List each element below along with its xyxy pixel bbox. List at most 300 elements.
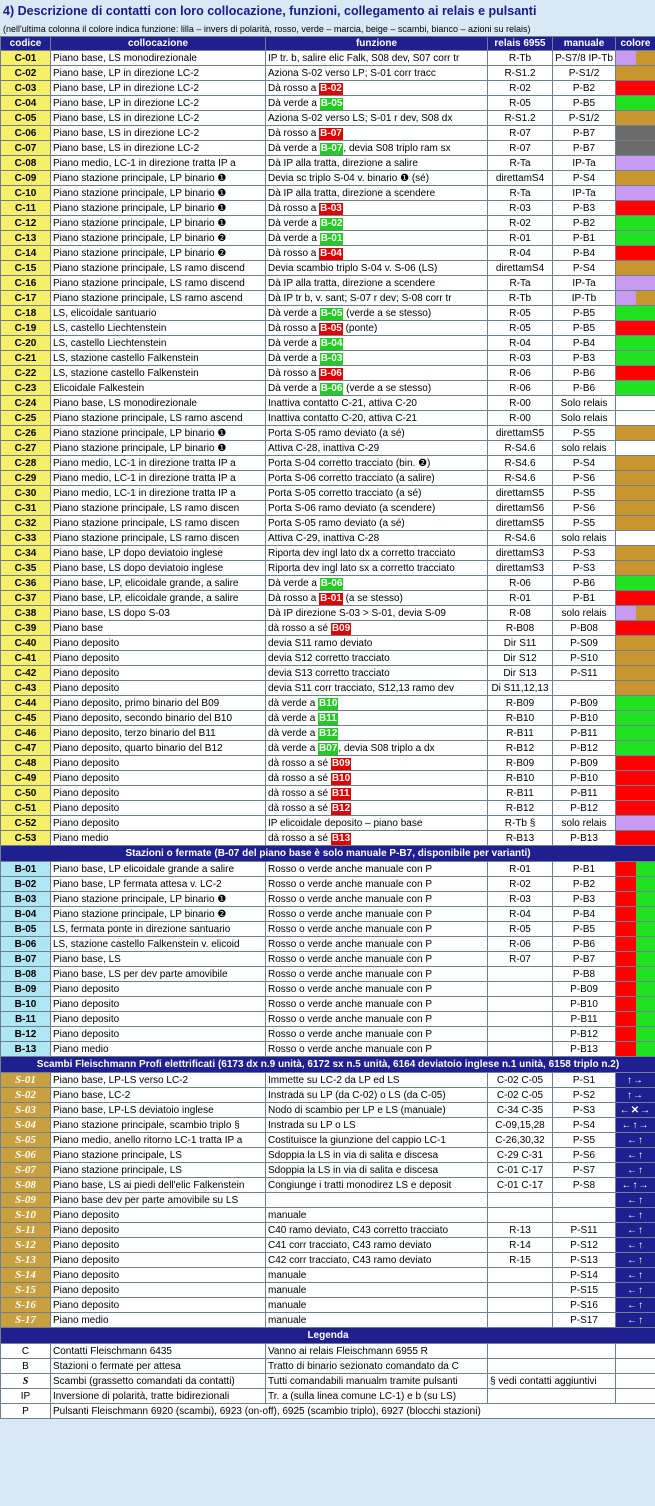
row-manual: IP-Tb xyxy=(553,291,616,306)
swatch-verde xyxy=(616,696,655,710)
row-function xyxy=(266,51,488,66)
row-code: B-12 xyxy=(1,1027,51,1042)
row-location: Piano stazione principale, LP binario ❷ xyxy=(51,907,266,922)
row-color xyxy=(616,1163,655,1178)
switch-arrows-icon: ←↑ xyxy=(616,1193,655,1207)
row-location: Piano stazione principale, LS xyxy=(51,1163,266,1178)
table-row xyxy=(1,1208,655,1223)
row-code: C-27 xyxy=(1,441,51,456)
color-swatch xyxy=(616,81,655,95)
block-tag: B-04 xyxy=(320,247,342,259)
color-swatch xyxy=(616,982,655,996)
switch-arrows-icon: ←✕→ xyxy=(616,1103,655,1117)
row-color xyxy=(616,952,655,967)
row-color xyxy=(616,1027,655,1042)
row-color xyxy=(616,1283,655,1298)
row-manual: P-B5 xyxy=(553,306,616,321)
swatch-verde xyxy=(616,351,655,365)
color-swatch xyxy=(616,862,655,876)
row-relais xyxy=(488,1042,553,1057)
row-location: Piano deposito xyxy=(51,1268,266,1283)
row-code: C-05 xyxy=(1,111,51,126)
row-code: S-13 xyxy=(1,1253,51,1268)
row-relais: R-03 xyxy=(488,351,553,366)
color-swatch xyxy=(616,261,655,275)
block-tag: B-07 xyxy=(320,142,343,154)
swatch-rosso xyxy=(616,1042,636,1056)
row-location: Piano base, LS in direzione LC-2 xyxy=(51,141,266,156)
row-manual: P-B7 xyxy=(553,952,616,967)
function-text: Riporta dev ingl lato dx a corretto tracciato xyxy=(268,547,456,559)
row-color xyxy=(616,1012,655,1027)
table-row xyxy=(1,516,655,531)
row-code: S-08 xyxy=(1,1178,51,1193)
row-code: C-34 xyxy=(1,546,51,561)
table-row xyxy=(1,576,655,591)
switch-arrows-icon: ←↑ xyxy=(616,1223,655,1237)
row-manual: P-S6 xyxy=(553,501,616,516)
swatch-verde xyxy=(616,381,655,395)
row-location: Piano stazione principale, LS ramo ascend xyxy=(51,411,266,426)
row-manual: P-B3 xyxy=(553,351,616,366)
contacts-table xyxy=(0,36,655,1419)
color-swatch xyxy=(616,937,655,951)
row-color xyxy=(616,696,655,711)
color-swatch xyxy=(616,621,655,635)
swatch-rosso xyxy=(616,771,655,785)
switch-arrows-icon: ←↑ xyxy=(616,1133,655,1147)
row-function xyxy=(266,1027,488,1042)
swatch-beige xyxy=(636,51,655,65)
table-row xyxy=(1,952,655,967)
table-row xyxy=(1,141,655,156)
function-suffix: , devia S08 triplo ram sx xyxy=(343,142,451,154)
table-row xyxy=(1,1178,655,1193)
swatch-rosso xyxy=(616,786,655,800)
row-location: Piano deposito xyxy=(51,1027,266,1042)
row-function xyxy=(266,276,488,291)
swatch-bianco xyxy=(616,441,655,455)
legend-note: Vanno ai relais Fleischmann 6955 R xyxy=(266,1344,488,1359)
swatch-rosso xyxy=(616,952,636,966)
row-code: S-17 xyxy=(1,1313,51,1328)
color-swatch xyxy=(616,816,655,830)
row-color xyxy=(616,651,655,666)
color-swatch xyxy=(616,486,655,500)
row-location: LS, stazione castello Falkenstein xyxy=(51,366,266,381)
function-text: manuale xyxy=(268,1209,307,1221)
row-location: Piano deposito xyxy=(51,801,266,816)
row-relais: R-06 xyxy=(488,366,553,381)
row-relais: R-B10 xyxy=(488,711,553,726)
function-text: Dà rosso a xyxy=(268,322,320,334)
row-function xyxy=(266,171,488,186)
row-relais: R-08 xyxy=(488,606,553,621)
row-relais: direttamS4 xyxy=(488,261,553,276)
section-header-legenda xyxy=(1,1328,655,1344)
row-color xyxy=(616,892,655,907)
row-function xyxy=(266,246,488,261)
row-code: C-21 xyxy=(1,351,51,366)
row-color xyxy=(616,1193,655,1208)
swatch-verde xyxy=(616,711,655,725)
swatch-bianco xyxy=(616,531,655,545)
legend-description: Stazioni o fermate per attesa xyxy=(51,1359,266,1374)
row-manual: P-S09 xyxy=(553,636,616,651)
row-manual: P-B2 xyxy=(553,216,616,231)
row-relais: R-04 xyxy=(488,246,553,261)
row-location: Piano stazione principale, scambio triplo § xyxy=(51,1118,266,1133)
row-function xyxy=(266,471,488,486)
table-row xyxy=(1,456,655,471)
legend-key: S xyxy=(1,1374,51,1389)
row-manual: P-S5 xyxy=(553,486,616,501)
swatch-beige xyxy=(616,651,655,665)
row-code: C-47 xyxy=(1,741,51,756)
function-text: dà verde a xyxy=(268,697,319,709)
function-text: devia S11 ramo deviato xyxy=(268,637,373,649)
swatch-lilla xyxy=(616,276,655,290)
row-manual: P-B10 xyxy=(553,711,616,726)
block-tag: B10 xyxy=(331,772,351,784)
row-code: C-22 xyxy=(1,366,51,381)
row-manual: P-S3 xyxy=(553,1103,616,1118)
function-text: devia S11 corr tracciato, S12,13 ramo dev xyxy=(268,682,455,694)
row-location: Piano base dev per parte amovibile su LS xyxy=(51,1193,266,1208)
row-color xyxy=(616,546,655,561)
color-swatch xyxy=(616,696,655,710)
swatch-rosso xyxy=(616,801,655,815)
row-location: Piano deposito xyxy=(51,816,266,831)
row-function xyxy=(266,1223,488,1238)
row-manual: P-B5 xyxy=(553,321,616,336)
color-swatch xyxy=(616,276,655,290)
row-relais xyxy=(488,982,553,997)
row-relais: R-B11 xyxy=(488,726,553,741)
swatch-rosso xyxy=(616,1012,636,1026)
row-relais: R-13 xyxy=(488,1223,553,1238)
legend-row xyxy=(1,1344,655,1359)
row-location: Piano medio, LC-1 in direzione tratta IP a xyxy=(51,471,266,486)
row-relais: C-02 C-05 xyxy=(488,1073,553,1088)
row-code: B-03 xyxy=(1,892,51,907)
color-swatch xyxy=(616,591,655,605)
row-function xyxy=(266,666,488,681)
switch-arrows-icon: ←↑→ xyxy=(616,1118,655,1132)
row-color xyxy=(616,96,655,111)
row-manual: IP-Ta xyxy=(553,276,616,291)
function-text: Porta S-05 ramo deviato (a sé) xyxy=(268,517,405,529)
row-location: Piano stazione principale, LS ramo discend xyxy=(51,261,266,276)
row-manual: P-B12 xyxy=(553,801,616,816)
switch-arrows-icon: ←↑ xyxy=(616,1148,655,1162)
row-color xyxy=(616,351,655,366)
swatch-rosso xyxy=(616,907,636,921)
row-function xyxy=(266,967,488,982)
row-location: Piano base, LP dopo deviatoio inglese xyxy=(51,546,266,561)
row-code: C-15 xyxy=(1,261,51,276)
function-text: Instrada su LP (da C-02) o LS (da C-05) xyxy=(268,1089,446,1101)
row-manual: P-S4 xyxy=(553,261,616,276)
table-row xyxy=(1,351,655,366)
table-row xyxy=(1,1223,655,1238)
row-manual: P-B4 xyxy=(553,246,616,261)
row-manual: P-B2 xyxy=(553,877,616,892)
function-text: Attiva C-28, inattiva C-29 xyxy=(268,442,380,454)
row-relais: R-S4.6 xyxy=(488,531,553,546)
row-relais: direttamS3 xyxy=(488,546,553,561)
row-manual: P-S6 xyxy=(553,471,616,486)
color-swatch xyxy=(616,892,655,906)
row-relais xyxy=(488,1012,553,1027)
swatch-rosso xyxy=(616,877,636,891)
swatch-verde xyxy=(636,937,655,951)
row-color xyxy=(616,816,655,831)
row-function xyxy=(266,756,488,771)
row-location: Piano deposito xyxy=(51,1238,266,1253)
swatch-rosso xyxy=(616,892,636,906)
row-function xyxy=(266,726,488,741)
row-function xyxy=(266,997,488,1012)
function-text: Porta S-06 ramo deviato (a scendere) xyxy=(268,502,436,514)
row-manual: P-S2 xyxy=(553,1088,616,1103)
swatch-bianco xyxy=(616,411,655,425)
row-manual: P-S6 xyxy=(553,1148,616,1163)
row-relais: R-01 xyxy=(488,591,553,606)
table-row xyxy=(1,1103,655,1118)
row-code: B-08 xyxy=(1,967,51,982)
row-location: Piano deposito, primo binario del B09 xyxy=(51,696,266,711)
table-row xyxy=(1,877,655,892)
function-text: Dà rosso a xyxy=(268,247,320,259)
color-swatch xyxy=(616,426,655,440)
row-relais: R-B10 xyxy=(488,771,553,786)
row-relais: R-03 xyxy=(488,201,553,216)
color-swatch xyxy=(616,516,655,530)
row-relais: direttamS5 xyxy=(488,426,553,441)
row-code: C-03 xyxy=(1,81,51,96)
row-relais: R-B08 xyxy=(488,621,553,636)
row-code: B-01 xyxy=(1,862,51,877)
color-swatch xyxy=(616,711,655,725)
color-swatch xyxy=(616,907,655,921)
row-relais: R-Ta xyxy=(488,276,553,291)
switch-arrows-icon: ←↑→ xyxy=(616,1178,655,1192)
row-code: S-11 xyxy=(1,1223,51,1238)
row-code: C-49 xyxy=(1,771,51,786)
row-relais xyxy=(488,1208,553,1223)
row-color xyxy=(616,636,655,651)
row-function xyxy=(266,1133,488,1148)
legend-key: IP xyxy=(1,1389,51,1404)
row-relais: C-01 C-17 xyxy=(488,1163,553,1178)
function-text: Rosso o verde anche manuale con P xyxy=(268,923,432,935)
block-tag: B-06 xyxy=(320,382,343,394)
row-code: B-02 xyxy=(1,877,51,892)
row-relais: R-06 xyxy=(488,576,553,591)
function-text: Rosso o verde anche manuale con P xyxy=(268,1043,432,1055)
row-color xyxy=(616,1148,655,1163)
row-color xyxy=(616,201,655,216)
swatch-verde xyxy=(616,741,655,755)
table-row xyxy=(1,546,655,561)
table-row xyxy=(1,1148,655,1163)
row-relais: R-05 xyxy=(488,922,553,937)
function-text: Dà rosso a xyxy=(268,127,320,139)
row-manual: P-B7 xyxy=(553,141,616,156)
block-tag: B-01 xyxy=(320,232,343,244)
table-row xyxy=(1,681,655,696)
color-swatch xyxy=(616,216,655,230)
function-text: Dà rosso a xyxy=(268,367,320,379)
row-color xyxy=(616,1298,655,1313)
row-function xyxy=(266,1253,488,1268)
function-text: Rosso o verde anche manuale con P xyxy=(268,878,432,890)
color-swatch xyxy=(616,336,655,350)
color-swatch xyxy=(616,186,655,200)
row-manual: IP-Ta xyxy=(553,186,616,201)
swatch-beige xyxy=(616,486,655,500)
color-swatch xyxy=(616,546,655,560)
row-location: Piano medio, LC-1 in direzione tratta IP a xyxy=(51,156,266,171)
table-row xyxy=(1,907,655,922)
row-color xyxy=(616,726,655,741)
table-row xyxy=(1,306,655,321)
row-manual: IP-Ta xyxy=(553,156,616,171)
row-function xyxy=(266,396,488,411)
row-color xyxy=(616,877,655,892)
color-swatch xyxy=(616,922,655,936)
swatch-beige xyxy=(616,426,655,440)
row-code: C-11 xyxy=(1,201,51,216)
color-swatch xyxy=(616,576,655,590)
row-manual: P-S16 xyxy=(553,1298,616,1313)
row-code: C-14 xyxy=(1,246,51,261)
table-row xyxy=(1,441,655,456)
function-text: Dà rosso a xyxy=(268,202,320,214)
swatch-rosso xyxy=(616,831,655,845)
swatch-beige xyxy=(636,291,655,305)
function-text: Dà verde a xyxy=(268,232,320,244)
row-code: C-20 xyxy=(1,336,51,351)
block-tag: B-05 xyxy=(320,97,343,109)
table-row xyxy=(1,186,655,201)
row-relais: Dir S13 xyxy=(488,666,553,681)
table-row xyxy=(1,501,655,516)
swatch-rosso xyxy=(616,81,655,95)
function-text: Rosso o verde anche manuale con P xyxy=(268,1028,432,1040)
row-color xyxy=(616,1253,655,1268)
table-row xyxy=(1,591,655,606)
table-row xyxy=(1,156,655,171)
row-code: C-33 xyxy=(1,531,51,546)
row-location: Piano stazione principale, LP binario ❷ xyxy=(51,231,266,246)
swatch-verde xyxy=(636,907,655,921)
row-color xyxy=(616,1313,655,1328)
row-code: C-01 xyxy=(1,51,51,66)
row-code: S-07 xyxy=(1,1163,51,1178)
block-tag: B-05 xyxy=(320,307,343,319)
row-location: LS, castello Liechtenstein xyxy=(51,321,266,336)
color-swatch xyxy=(616,111,655,125)
header-function: funzione xyxy=(266,37,488,51)
row-manual: P-B6 xyxy=(553,366,616,381)
function-text: Porta S-06 corretto tracciato (a salire) xyxy=(268,472,435,484)
row-relais xyxy=(488,1268,553,1283)
row-function xyxy=(266,546,488,561)
row-location: Piano stazione principale, LP binario ❶ xyxy=(51,186,266,201)
row-location: Piano base, LP-LS verso LC-2 xyxy=(51,1073,266,1088)
row-relais: R-B11 xyxy=(488,786,553,801)
row-relais xyxy=(488,1298,553,1313)
block-tag: B11 xyxy=(331,787,350,799)
function-text: C40 ramo deviato, C43 corretto tracciato xyxy=(268,1224,449,1236)
swatch-beige xyxy=(636,606,655,620)
row-color xyxy=(616,261,655,276)
row-color xyxy=(616,666,655,681)
function-text: dà rosso a sé xyxy=(268,787,331,799)
row-code: B-04 xyxy=(1,907,51,922)
row-color xyxy=(616,231,655,246)
block-tag: B-03 xyxy=(320,202,342,214)
row-manual: P-B12 xyxy=(553,741,616,756)
row-manual: P-S13 xyxy=(553,1253,616,1268)
row-manual: P-B1 xyxy=(553,231,616,246)
row-location: Piano base, LP, elicoidale grande, a salire xyxy=(51,576,266,591)
legend-extra xyxy=(488,1359,616,1374)
function-text: manuale xyxy=(268,1269,307,1281)
swatch-beige xyxy=(616,456,655,470)
row-code: C-18 xyxy=(1,306,51,321)
row-location: Piano stazione principale, LP binario ❶ xyxy=(51,201,266,216)
legend-note: Tratto di binario sezionato comandato da C xyxy=(266,1359,488,1374)
color-swatch xyxy=(616,306,655,320)
row-relais: direttamS5 xyxy=(488,486,553,501)
section-title: Legenda xyxy=(1,1328,655,1344)
swatch-verde xyxy=(616,216,655,230)
row-manual: P-S8 xyxy=(553,1178,616,1193)
row-manual: Solo relais xyxy=(553,396,616,411)
row-manual: P-B7 xyxy=(553,126,616,141)
row-location: Piano deposito xyxy=(51,636,266,651)
row-code: C-09 xyxy=(1,171,51,186)
row-code: C-51 xyxy=(1,801,51,816)
swatch-beige xyxy=(616,261,655,275)
row-manual: P-B1 xyxy=(553,862,616,877)
color-swatch xyxy=(616,531,655,545)
row-manual: P-B4 xyxy=(553,907,616,922)
header-location: collocazione xyxy=(51,37,266,51)
row-manual: P-S14 xyxy=(553,1268,616,1283)
row-function xyxy=(266,1042,488,1057)
row-manual: P-S7/8 IP-Tb xyxy=(553,51,616,66)
swatch-verde xyxy=(616,726,655,740)
function-text: Porta S-04 corretto tracciato (bin. ❷) xyxy=(268,457,431,469)
swatch-grigio xyxy=(616,141,655,155)
row-color xyxy=(616,997,655,1012)
row-function xyxy=(266,636,488,651)
row-relais: direttamS5 xyxy=(488,516,553,531)
row-code: C-06 xyxy=(1,126,51,141)
row-location: Piano stazione principale, LS ramo discen xyxy=(51,531,266,546)
row-relais: R-02 xyxy=(488,216,553,231)
function-text: Dà verde a xyxy=(268,577,320,589)
swatch-lilla xyxy=(616,156,655,170)
row-function xyxy=(266,321,488,336)
function-text: Immette su LC-2 da LP ed LS xyxy=(268,1074,400,1086)
row-function xyxy=(266,501,488,516)
row-code: C-16 xyxy=(1,276,51,291)
